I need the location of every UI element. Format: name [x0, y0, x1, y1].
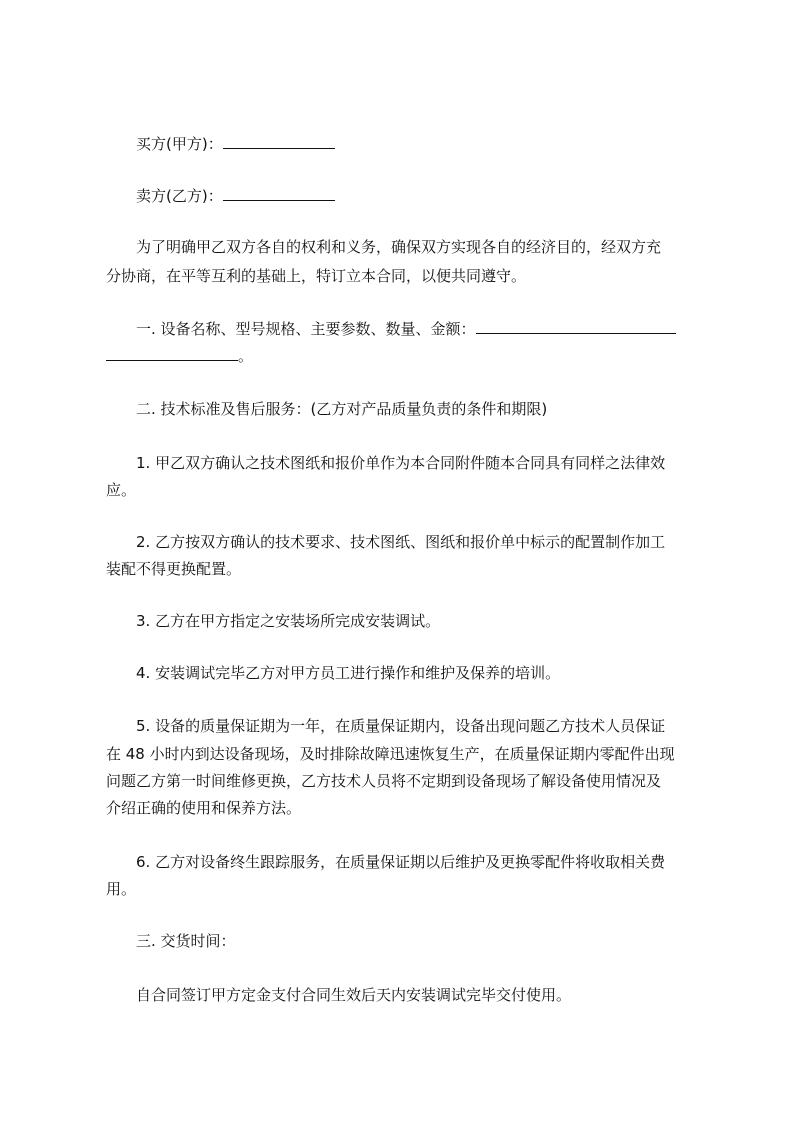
item-5-line-4: 介绍正确的使用和保养方法。	[106, 799, 302, 817]
seller-label: 卖方(乙方)：	[136, 187, 223, 205]
section-1-tail: 。	[238, 347, 254, 365]
item-3: 3. 乙方在甲方指定之安装场所完成安装调试。	[136, 612, 441, 630]
buyer-label: 买方(甲方)：	[136, 135, 223, 153]
section-1-blank	[476, 319, 676, 334]
buyer-blank	[223, 134, 335, 149]
item-1-line-2: 应。	[106, 481, 137, 499]
item-5-line-1: 5. 设备的质量保证期为一年，在质量保证期内，设备出现问题乙方技术人员保证	[136, 717, 666, 735]
item-5-line-2: 在 48 小时内到达设备现场，及时排除故障迅速恢复生产，在质量保证期内零配件出现	[106, 745, 675, 763]
section-3-text: 自合同签订甲方定金支付合同生效后天内安装调试完毕交付使用。	[136, 986, 572, 1004]
intro-line-2: 分协商，在平等互利的基础上，特订立本合同，以便共同遵守。	[106, 267, 527, 285]
item-1-line-1: 1. 甲乙双方确认之技术图纸和报价单作为本合同附件随本合同具有同样之法律效	[136, 454, 666, 472]
buyer-line	[106, 134, 730, 153]
item-5-line-3: 问题乙方第一时间维修更换，乙方技术人员将不定期到设备现场了解设备使用情况及	[106, 772, 662, 790]
section-1-text: 一. 设备名称、型号规格、主要参数、数量、金额：	[136, 320, 476, 338]
section-2-title: 二. 技术标准及售后服务：(乙方对产品质量负责的条件和期限)	[136, 400, 548, 418]
seller-line	[106, 186, 730, 205]
item-6-line-2: 用。	[106, 880, 137, 898]
item-2-line-1: 2. 乙方按双方确认的技术要求、技术图纸、图纸和报价单中标示的配置制作加工	[136, 533, 666, 551]
seller-blank	[223, 186, 335, 201]
item-2-line-2: 装配不得更换配置。	[106, 560, 242, 578]
intro-line-1: 为了明确甲乙双方各自的权利和义务，确保双方实现各自的经济目的，经双方充	[136, 238, 662, 256]
section-3-title: 三. 交货时间：	[136, 932, 236, 950]
section-1-blank-2	[106, 346, 238, 361]
item-6-line-1: 6. 乙方对设备终生跟踪服务，在质量保证期以后维护及更换零配件将收取相关费	[136, 853, 666, 871]
section-1-line-2	[106, 346, 700, 365]
section-1-line	[106, 319, 730, 338]
item-4: 4. 安装调试完毕乙方对甲方员工进行操作和维护及保养的培训。	[136, 664, 561, 682]
